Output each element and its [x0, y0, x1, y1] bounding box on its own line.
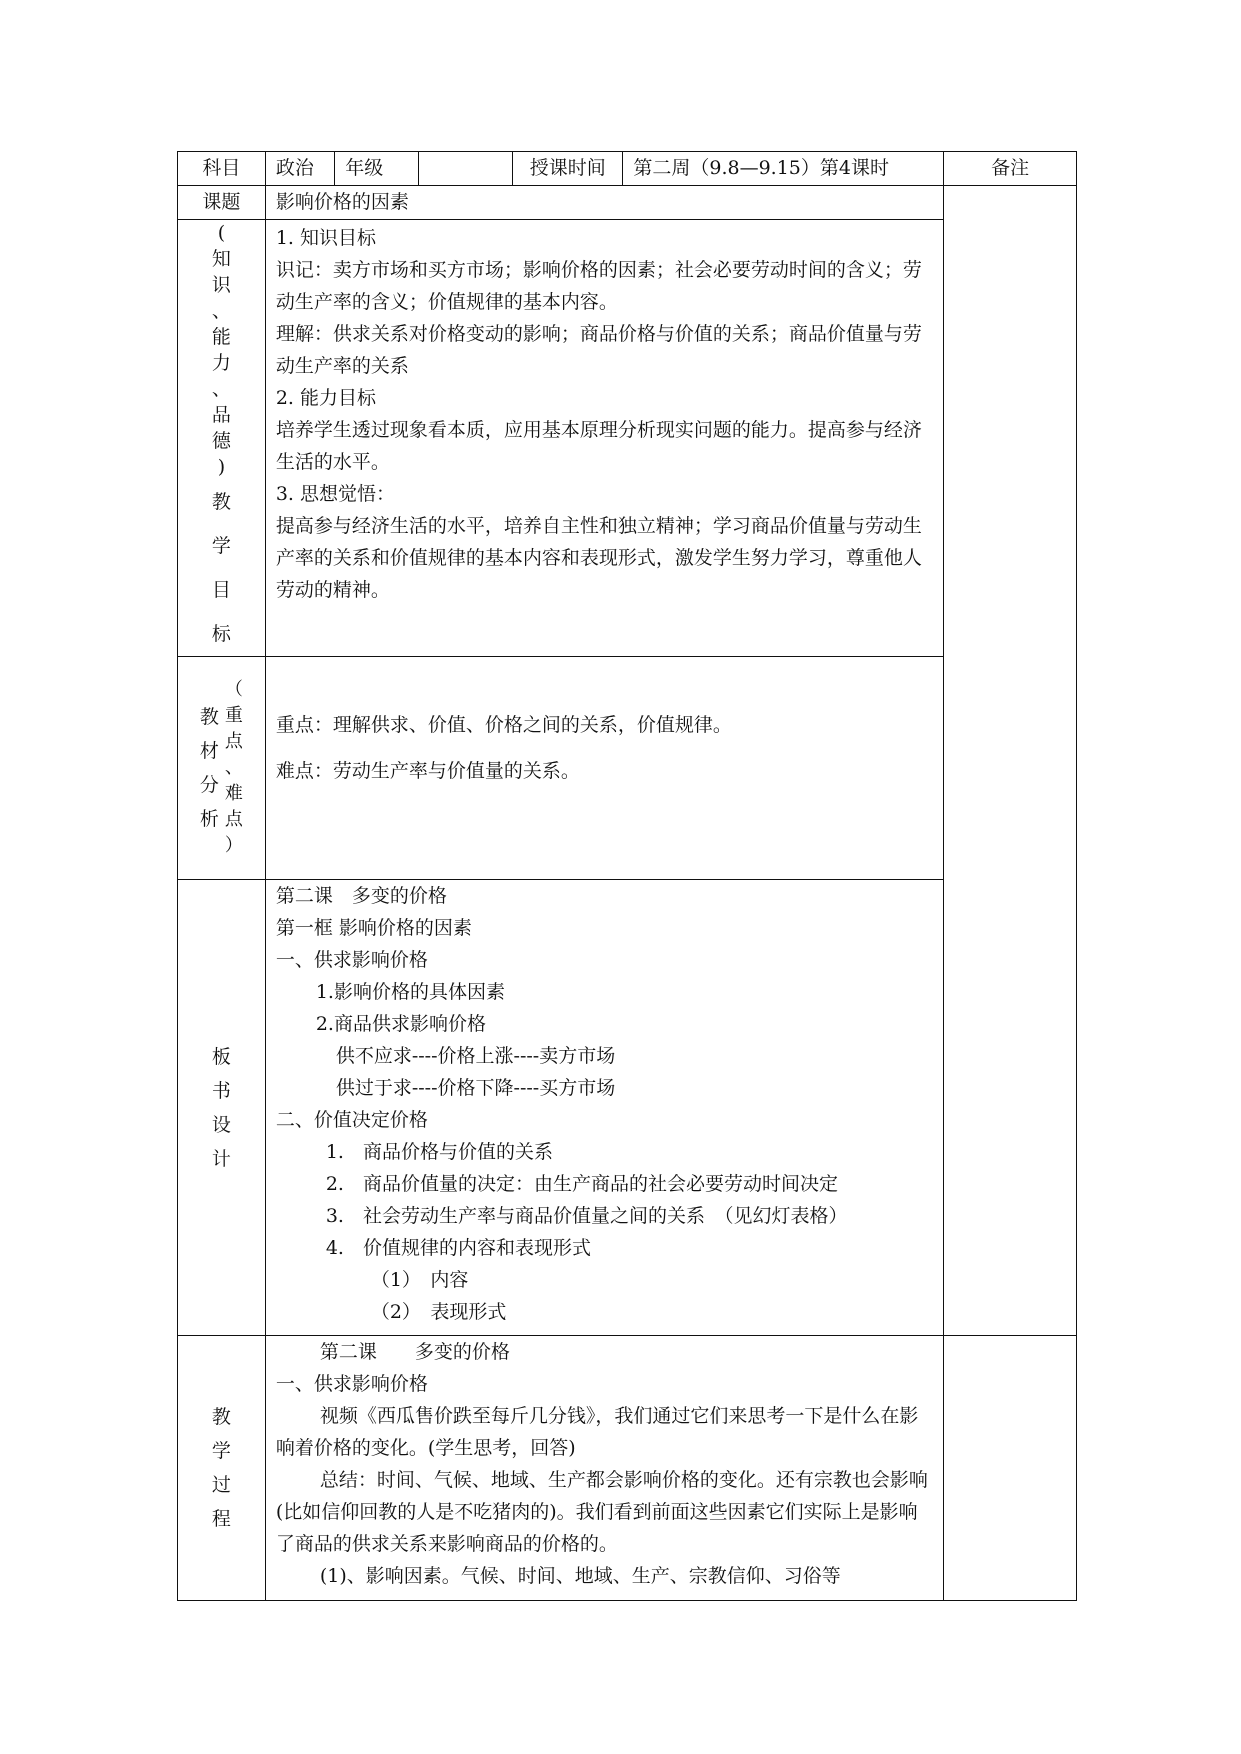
objectives-label-char: 德: [211, 430, 231, 452]
process-title: 第二课 多变的价格: [319, 1341, 510, 1363]
analysis-label-char: 析: [199, 808, 219, 830]
board-label-text: [178, 1040, 265, 1176]
objectives-label-char: 知: [211, 248, 231, 270]
board-line: 供不应求----价格上涨----卖方市场: [335, 1045, 616, 1067]
analysis-row: [178, 657, 1077, 880]
process-notes: [944, 1336, 1077, 1601]
objectives-line: 3. 思想觉悟：: [275, 483, 396, 505]
objectives-label-char: 、: [211, 378, 231, 400]
topic-label: 课题: [178, 186, 266, 220]
analysis-label-char: 、: [224, 757, 243, 778]
objectives-line: 提高参与经济生活的水平，培养自主性和独立精神；学习商品价值量与劳动生产率的关系和价值规律的基本内容和表现形式，激发学生努力学习，尊重他人劳动的精神。: [275, 515, 922, 601]
process-content: [265, 1336, 943, 1601]
objectives-label-char: ): [217, 456, 226, 478]
analysis-content: [265, 657, 943, 880]
objectives-label: [178, 220, 266, 657]
board-label: [178, 880, 266, 1336]
header-row: [178, 152, 1077, 186]
subject-label: 科目: [178, 152, 266, 186]
process-section: 一、供求影响价格: [275, 1373, 428, 1395]
objectives-line: 1. 知识目标: [275, 227, 377, 249]
board-line: 第二课 多变的价格: [275, 885, 447, 907]
board-label-char: 设: [211, 1113, 231, 1136]
board-line: 1.影响价格的具体因素: [315, 981, 505, 1003]
process-label-char: 过: [211, 1474, 231, 1496]
board-line: 供过于求----价格下降----买方市场: [335, 1077, 616, 1099]
objectives-lines: [276, 222, 933, 606]
process-label-text: [178, 1400, 265, 1536]
analysis-label: [178, 657, 266, 880]
analysis-label-char: 点: [224, 809, 243, 830]
objectives-label-char: 标: [211, 623, 231, 645]
notes-label: 备注: [944, 152, 1077, 186]
topic-row: [178, 186, 1077, 220]
analysis-label-char: 点: [224, 731, 243, 752]
board-line: 一、供求影响价格: [275, 949, 428, 971]
board-content: [265, 880, 943, 1336]
topic-value: 影响价格的因素: [265, 186, 943, 220]
analysis-label-char: 难: [224, 783, 243, 804]
analysis-label-char: 分: [199, 774, 219, 796]
analysis-label-char: （: [224, 679, 243, 700]
objectives-label-char: 教: [211, 491, 231, 513]
objectives-row: [178, 220, 1077, 657]
time-value: 第二周（9.8—9.15）第4课时: [623, 152, 944, 186]
notes-column: [944, 186, 1077, 1336]
objectives-line: 识记：卖方市场和买方市场；影响价格的因素；社会必要劳动时间的含义；劳动生产率的含义；价值规律的基本内容。: [275, 259, 922, 313]
objectives-label-text: [178, 220, 265, 656]
process-paragraph-3: (1)、影响因素。气候、时间、地域、生产、宗教信仰、习俗等: [319, 1565, 841, 1587]
board-line: 3. 社会劳动生产率与商品价值量之间的关系 （见幻灯表格）: [325, 1205, 848, 1227]
key-point: 重点：理解供求、价值、价格之间的关系，价值规律。: [275, 714, 732, 736]
lesson-plan-table: [177, 151, 1077, 1601]
objectives-label-char: 识: [211, 274, 231, 296]
process-label-char: 程: [211, 1508, 231, 1530]
grade-label: 年级: [335, 152, 419, 186]
analysis-label-char: 材: [199, 740, 219, 762]
board-lines: [276, 880, 933, 1328]
objectives-label-char: 力: [211, 352, 231, 374]
objectives-label-char: 能: [211, 326, 231, 348]
board-label-char: 计: [211, 1147, 231, 1170]
time-label: 授课时间: [513, 152, 623, 186]
subject-value: 政治: [265, 152, 334, 186]
difficult-point: 难点：劳动生产率与价值量的关系。: [275, 760, 580, 782]
board-line: 1. 商品价格与价值的关系: [325, 1141, 553, 1163]
objectives-line: 理解：供求关系对价格变动的影响；商品价格与价值的关系；商品价值量与劳动生产率的关系: [275, 323, 922, 377]
grade-value: [419, 152, 513, 186]
process-row: [178, 1336, 1077, 1601]
objectives-content: [265, 220, 943, 657]
board-line: （1） 内容: [370, 1269, 469, 1291]
board-label-char: 板: [211, 1045, 231, 1068]
board-line: 二、价值决定价格: [275, 1109, 428, 1131]
analysis-label-main: [200, 700, 219, 836]
board-label-char: 书: [211, 1079, 231, 1102]
objectives-label-char: 目: [211, 579, 231, 601]
process-paragraph-2: 总结：时间、气候、地域、生产都会影响价格的变化。还有宗教也会影响(比如信仰回教的人是不吃猪肉的)。我们看到前面这些因素它们实际上是影响了商品的供求关系来影响商品的价格的。: [275, 1469, 928, 1555]
process-label-char: 教: [211, 1406, 231, 1428]
board-row: [178, 880, 1077, 1336]
process-paragraph-1: 视频《西瓜售价跌至每斤几分钱》，我们通过它们来思考一下是什么在影响着价格的变化。(学生思考，回答): [275, 1405, 919, 1459]
board-line: 2.商品供求影响价格: [315, 1013, 486, 1035]
board-line: 第一框 影响价格的因素: [275, 917, 472, 939]
objectives-label-char: (: [217, 222, 226, 244]
process-label-char: 学: [211, 1440, 231, 1462]
objectives-line: 2. 能力目标: [275, 387, 377, 409]
board-line: 2. 商品价值量的决定：由生产商品的社会必要劳动时间决定: [325, 1173, 838, 1195]
board-line: 4. 价值规律的内容和表现形式: [325, 1237, 591, 1259]
objectives-label-char: 品: [211, 404, 231, 426]
analysis-label-paren: [225, 677, 243, 859]
analysis-label-char: ）: [224, 835, 243, 856]
objectives-label-char: 学: [211, 535, 231, 557]
process-label: [178, 1336, 266, 1601]
board-line: （2） 表现形式: [370, 1301, 507, 1323]
analysis-label-char: 重: [224, 705, 243, 726]
objectives-label-char: 、: [211, 300, 231, 322]
objectives-line: 培养学生透过现象看本质，应用基本原理分析现实问题的能力。提高参与经济生活的水平。: [275, 419, 922, 473]
analysis-label-char: 教: [199, 706, 219, 728]
